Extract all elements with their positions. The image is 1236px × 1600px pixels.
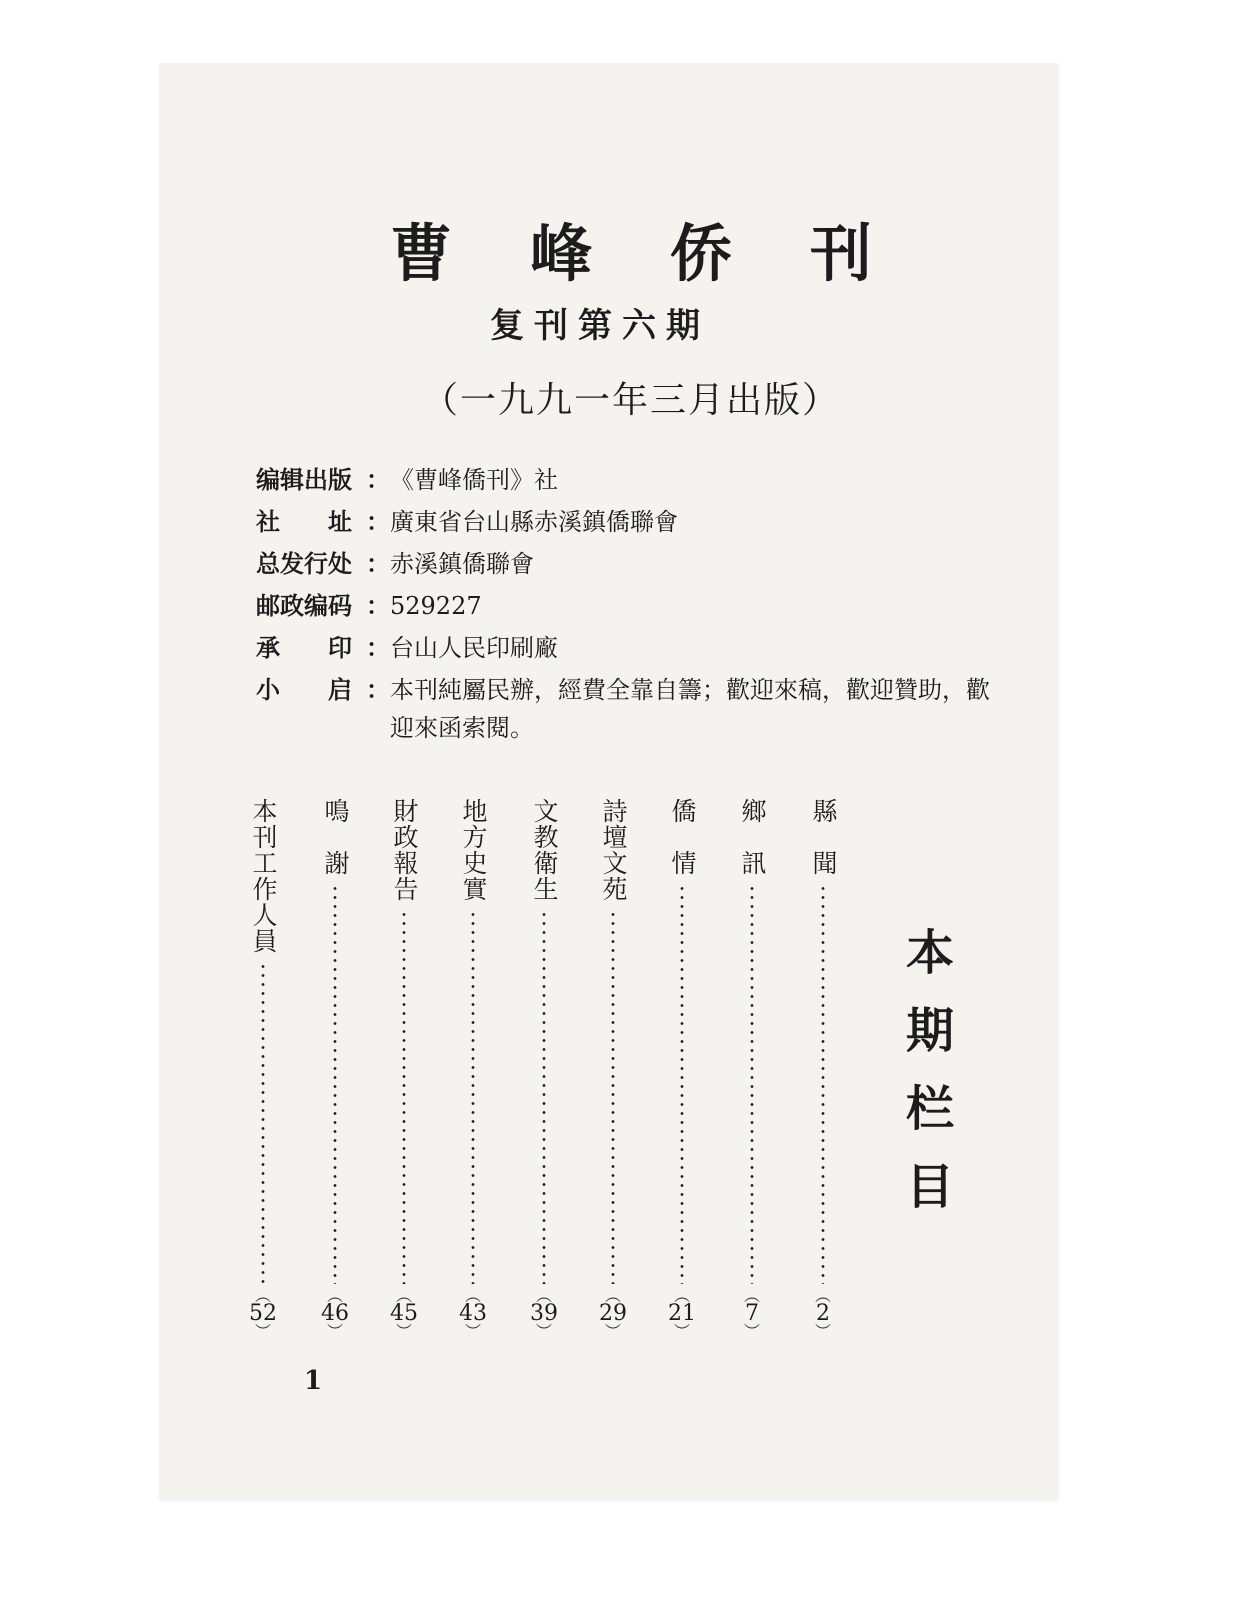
entry-title: 詩壇文苑 bbox=[599, 798, 628, 902]
info-value: 《曹峰僑刊》社 bbox=[390, 466, 558, 494]
title-char: 曹 bbox=[390, 217, 455, 290]
entry-page: ︵ 45 ︶ bbox=[390, 1286, 418, 1341]
info-value: 529227 bbox=[390, 592, 482, 620]
document-page bbox=[160, 64, 1058, 1500]
publication-info bbox=[256, 464, 996, 757]
info-label: 社 址 ： bbox=[256, 508, 390, 536]
entry-page: ︵ 2 ︶ bbox=[814, 1286, 831, 1341]
info-label: 邮政编码 ： bbox=[256, 592, 390, 620]
leader-dots bbox=[750, 884, 754, 1284]
info-value: 廣東省台山縣赤溪鎮僑聯會 bbox=[390, 508, 678, 536]
contents-heading: 本期栏目 bbox=[905, 925, 954, 1215]
publish-date: （一九九一年三月出版） bbox=[422, 380, 841, 421]
info-row bbox=[256, 506, 996, 538]
contents-entry bbox=[662, 798, 702, 1341]
info-value: 本刊純屬民辦，經費全靠自籌；歡迎來稿，歡迎贊助，歡迎來函索閱。 bbox=[390, 676, 990, 742]
leader-dots bbox=[333, 884, 337, 1284]
entry-title: 僑 情 bbox=[668, 798, 697, 876]
entry-page: ︵ 43 ︶ bbox=[459, 1286, 487, 1341]
contents-entry bbox=[453, 798, 493, 1341]
info-value: 赤溪鎮僑聯會 bbox=[390, 550, 534, 578]
title-char: 峰 bbox=[530, 217, 595, 290]
entry-title: 鄉 訊 bbox=[738, 798, 767, 876]
contents-entry bbox=[593, 798, 633, 1341]
info-row bbox=[256, 548, 996, 580]
info-label: 承 印 ： bbox=[256, 634, 390, 662]
entry-title: 財政報告 bbox=[390, 798, 419, 902]
entry-page: ︵ 46 ︶ bbox=[321, 1286, 349, 1341]
entry-page: ︵ 21 ︶ bbox=[668, 1286, 696, 1341]
issue-subtitle: 复刊第六期 bbox=[490, 306, 710, 346]
info-label: 小 启 ： bbox=[256, 676, 390, 704]
leader-dots bbox=[821, 884, 825, 1284]
entry-title: 縣 聞 bbox=[809, 798, 838, 876]
contents-entry bbox=[524, 798, 564, 1341]
entry-title: 地方史實 bbox=[459, 798, 488, 902]
leader-dots bbox=[542, 910, 546, 1284]
info-row bbox=[256, 632, 996, 664]
info-value: 台山人民印刷廠 bbox=[390, 634, 558, 662]
info-row bbox=[256, 674, 996, 747]
leader-dots bbox=[611, 910, 615, 1284]
entry-page: ︵ 7 ︶ bbox=[743, 1286, 760, 1341]
entry-title: 鳴 謝 bbox=[321, 798, 350, 876]
entry-title: 文教衛生 bbox=[530, 798, 559, 902]
info-label: 总发行处 ： bbox=[256, 550, 390, 578]
contents-entry bbox=[732, 798, 772, 1341]
contents-entry bbox=[315, 798, 355, 1341]
info-row bbox=[256, 464, 996, 496]
journal-title bbox=[390, 204, 874, 293]
info-label: 编辑出版 ： bbox=[256, 466, 390, 494]
leader-dots bbox=[261, 962, 265, 1284]
contents-entry bbox=[803, 798, 843, 1341]
info-row bbox=[256, 590, 996, 622]
contents-entry bbox=[243, 798, 283, 1341]
leader-dots bbox=[402, 910, 406, 1284]
title-char: 侨 bbox=[670, 217, 735, 290]
entry-page: ︵ 39 ︶ bbox=[530, 1286, 558, 1341]
leader-dots bbox=[680, 884, 684, 1284]
entry-page: ︵ 52 ︶ bbox=[249, 1286, 277, 1341]
page-number: 1 bbox=[304, 1366, 323, 1396]
leader-dots bbox=[471, 910, 475, 1284]
contents-entry bbox=[384, 798, 424, 1341]
entry-title: 本刊工作人員 bbox=[249, 798, 278, 954]
entry-page: ︵ 29 ︶ bbox=[599, 1286, 627, 1341]
title-char: 刊 bbox=[810, 217, 875, 290]
